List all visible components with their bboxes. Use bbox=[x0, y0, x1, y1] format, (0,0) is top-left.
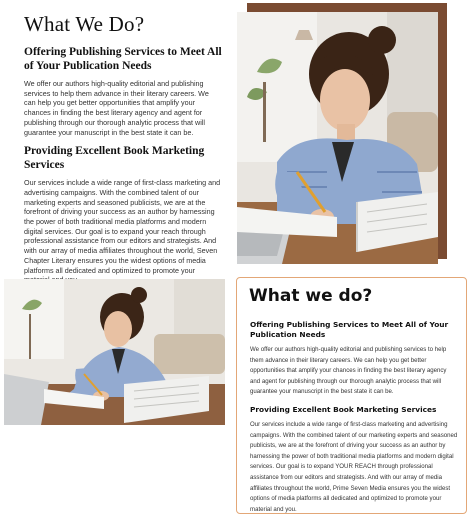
card-publishing-heading: Offering Publishing Services to Meet All of Your Publication Needs bbox=[250, 320, 449, 339]
what-we-do-card bbox=[236, 277, 467, 514]
woman-writing-photo-landscape bbox=[4, 279, 225, 425]
top-section-title: What We Do? bbox=[24, 12, 145, 36]
card-body bbox=[250, 320, 458, 522]
top-publishing-paragraph: We offer our authors high-quality editorial and publishing services to help them advance in their literary careers. We can help you get better opportunities that amplify your chances in finding the best literary agency and agent for publishing through our thorough analytic process that will guarantee your manuscript in the best state it can be. bbox=[24, 79, 209, 137]
top-text-column bbox=[24, 12, 222, 292]
card-publishing-paragraph: We offer our authors high-quality editorial and publishing services to help them advance in their literary careers. We can help you get better opportunities that amplify your chances in finding the best literary agency and agent for publishing through our thorough analytic process that will guarantee your manuscript in the best state it can be. bbox=[250, 346, 447, 396]
card-title: What we do? bbox=[249, 286, 373, 306]
card-marketing-paragraph: Our services include a wide range of first-class marketing and advertising campaigns. With the combined talent of our marketing experts and seasoned publicists, we are at the forefront of driving your success as an author by harnessing the power of both traditional media platforms and modern digital services. Our goal is to expand YOUR REACH through professional assistance from our editors and strategists. And with our array of media affiliates throughout the world, Prime Seven Media ensures you the widest options of media platforms all dedicated and optimized to promote your material and you. bbox=[250, 420, 458, 513]
top-publishing-heading: Offering Publishing Services to Meet All of Your Publication Needs bbox=[24, 46, 222, 72]
top-marketing-heading: Providing Excellent Book Marketing Services bbox=[24, 145, 205, 172]
top-marketing-paragraph: Our services include a wide range of first-class marketing and advertising campaigns. With the combined talent of our marketing experts and seasoned publicists, we are at the forefront of driving your success as an author by harnessing the power of both traditional media platforms and modern digital services. Our goal is to expand your reach through professional assistance from our editors and strategists. And with our array of media affiliates throughout the world, Seven Chapter Literary ensures you the widest options of media platforms all dedicated and optimized to promote your bbox=[24, 178, 221, 275]
card-marketing-heading: Providing Excellent Book Marketing Services bbox=[250, 404, 437, 414]
woman-writing-photo-portrait bbox=[237, 12, 438, 264]
